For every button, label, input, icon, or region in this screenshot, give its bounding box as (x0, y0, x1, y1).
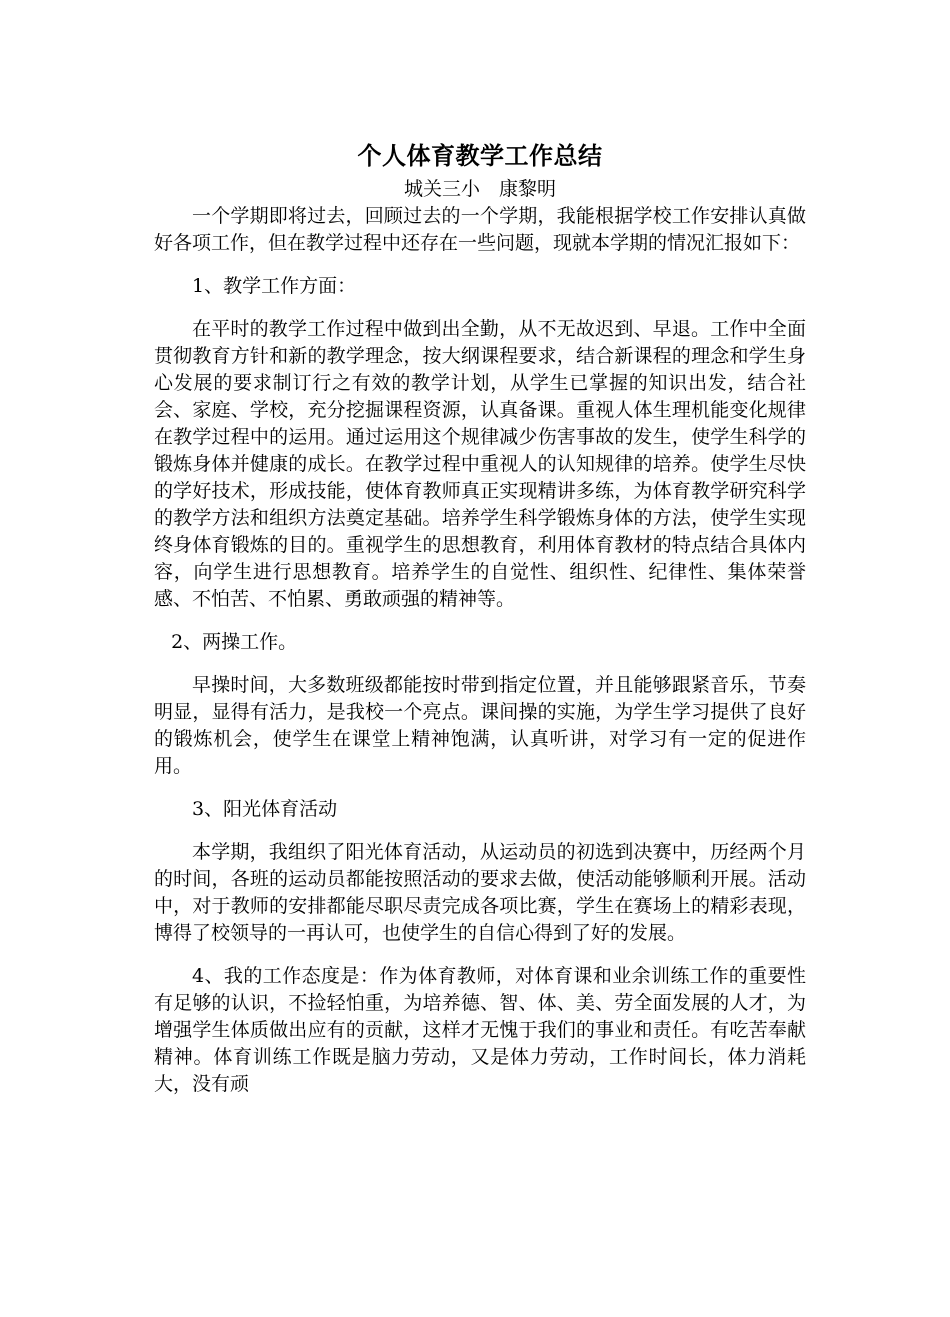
section-3-heading: 3、阳光体育活动 (192, 798, 338, 820)
section-2-paragraph: 早操时间，大多数班级都能按时带到指定位置，并且能够跟紧音乐，节奏明显，显得有活力，是我校一个亮点。课间操的实施，为学生学习提供了良好的锻炼机会，使学生在课堂上精神饱满，认真听讲，对学习有一定的促进作用。 (154, 674, 806, 777)
document-title: 个人体育教学工作总结 (357, 141, 603, 170)
intro-paragraph: 一个学期即将过去，回顾过去的一个学期，我能根据学校工作安排认真做好各项工作，但在教学过程中还存在一些问题，现就本学期的情况汇报如下： (154, 205, 806, 254)
section-2-heading: 2、两操工作。 (171, 631, 298, 653)
section-1-paragraph: 在平时的教学工作过程中做到出全勤，从不无故迟到、早退。工作中全面贯彻教育方针和新的教学理念，按大纲课程要求，结合新课程的理念和学生身心发展的要求制订行之有效的教学计划，从学生已掌握的知识出发，结合社会、家庭、学校，充分挖掘课程资源，认真备课。重视人体生理机能变化规律在教学过程中的运用。通过运用这个规律减少伤害事故的发生，使学生科学的锻炼身体并健康的成长。在教学过程中重视人的认知规律的培养。使学生尽快的学好技术，形成技能，使体育教师真正实现精讲多练，为体育教学研究科学的教学方法和组织方法奠定基础。培养学生科学锻炼身体的方法，使学生实现终身体育锻炼的目的。重视学生的思想教育，利用体育教材的特点结合具体内容，向学生进行思想教育。培养学生的自觉性、组织性、纪律性、集体荣誉感、不怕苦、不怕累、勇敢顽强的精神等。 (154, 318, 806, 610)
document-body (154, 136, 806, 1098)
section-3-paragraph: 本学期，我组织了阳光体育活动，从运动员的初选到决赛中，历经两个月的时间，各班的运动员都能按照活动的要求去做，使活动能够顺利开展。活动中，对于教师的安排都能尽职尽责完成各项比赛，学生在赛场上的精彩表现，博得了校领导的一再认可，也使学生的自信心得到了好的发展。 (154, 841, 806, 944)
section-1-heading: 1、教学工作方面： (192, 275, 357, 297)
document-author: 城关三小 康黎明 (403, 178, 556, 200)
section-4-paragraph: 4、我的工作态度是：作为体育教师，对体育课和业余训练工作的重要性有足够的认识，不捡轻怕重，为培养德、智、体、美、劳全面发展的人才，为增强学生体质做出应有的贡献，这样才无愧于我们的事业和责任。有吃苦奉献精神。体育训练工作既是脑力劳动，又是体力劳动，工作时间长，体力消耗大，没有顽 (154, 965, 806, 1095)
